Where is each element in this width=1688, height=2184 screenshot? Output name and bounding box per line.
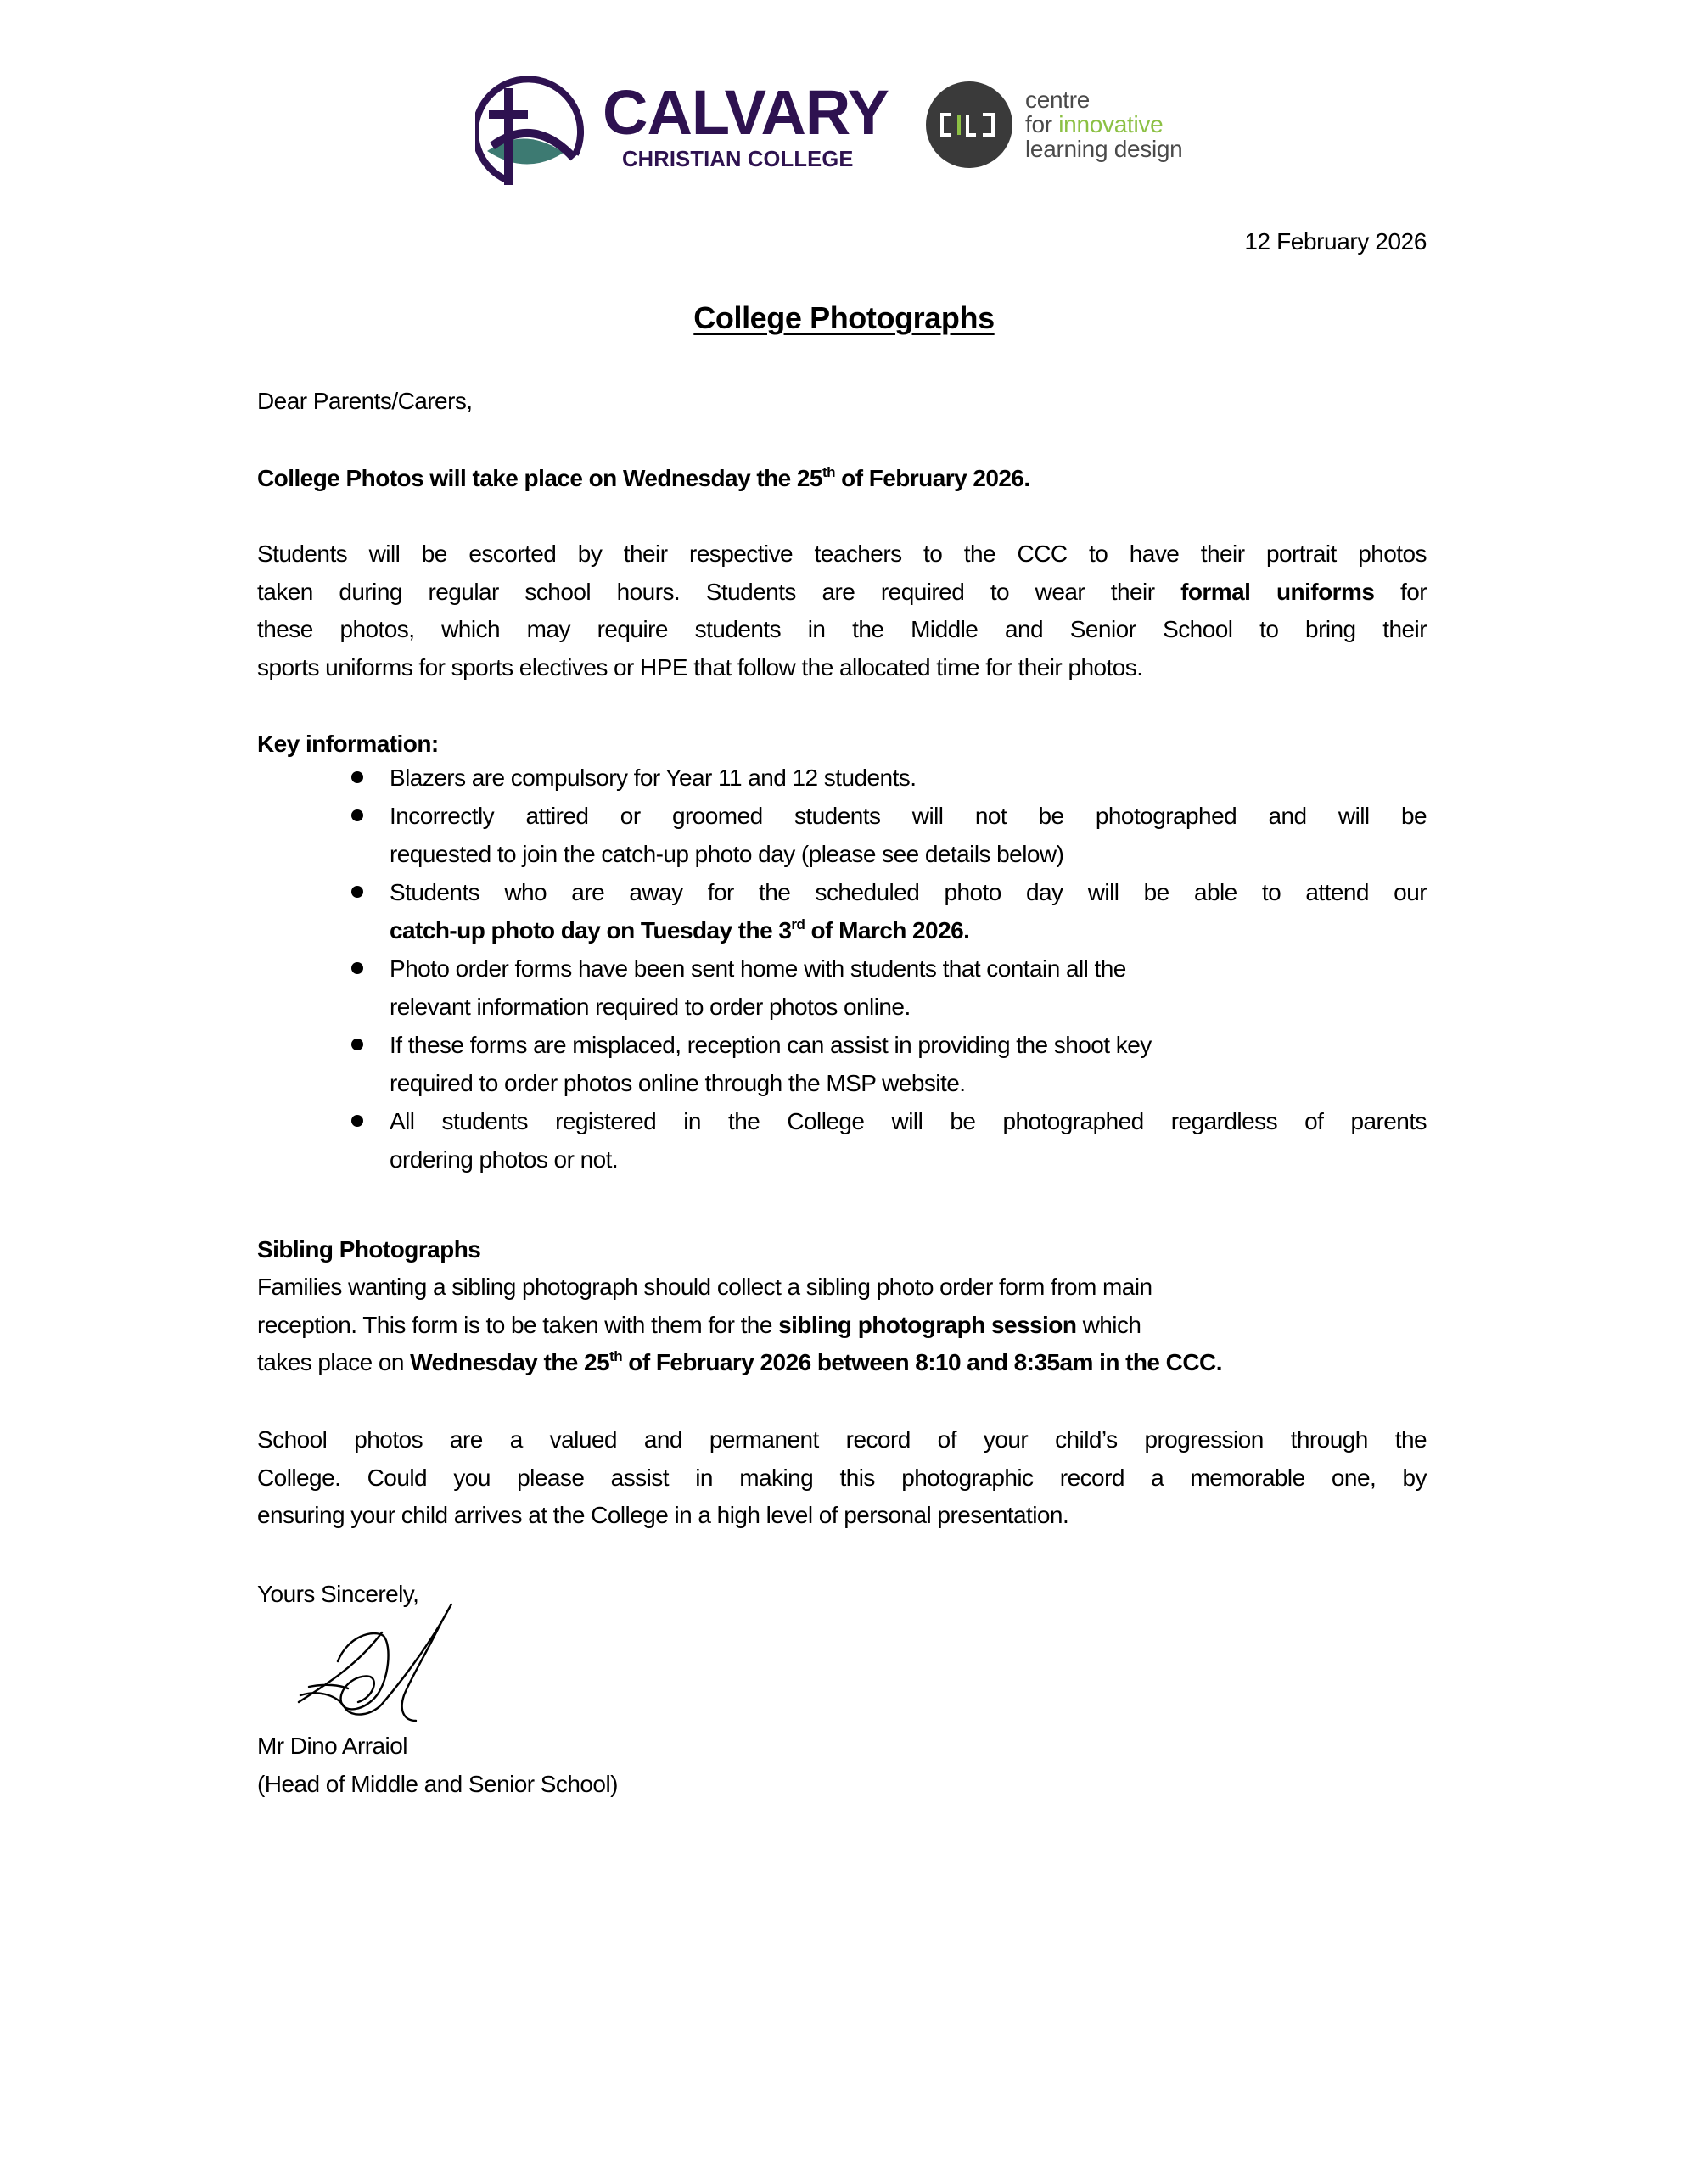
list-item-line: All students registered in the College will be photographed regardless of parents xyxy=(390,1108,1427,1134)
closing-line: College. Could you please assist in making this photographic record a memorable one, by xyxy=(257,1464,1427,1491)
cild-mark-icon xyxy=(925,81,1013,169)
list-item-line: relevant information required to order photos online. xyxy=(390,994,911,1020)
list-item-line: requested to join the catch-up photo day (please see details below) xyxy=(390,841,1064,867)
list-item-line: Photo order forms have been sent home with students that contain all the xyxy=(390,955,1126,982)
list-item-line: ordering photos or not. xyxy=(390,1146,619,1173)
sibling-heading-text: Sibling Photographs xyxy=(257,1236,481,1263)
bullet-icon xyxy=(351,886,363,898)
letter-date: 12 February 2026 xyxy=(1244,228,1427,255)
calvary-logo-subtitle: CHRISTIAN COLLEGE xyxy=(622,148,854,171)
announcement xyxy=(257,459,1427,497)
intro-line: these photos, which may require students in the Middle and Senior School to bring their xyxy=(257,616,1427,642)
cild-logo-line1: centre xyxy=(1025,87,1091,113)
sign-off: Yours Sincerely, xyxy=(257,1581,419,1607)
letter-title-text: College Photographs xyxy=(693,300,995,335)
announcement-sup: th xyxy=(822,464,835,480)
salutation: Dear Parents/Carers, xyxy=(257,388,473,414)
sibling-line xyxy=(257,1306,1427,1344)
catch-up-date-text-end: of March 2026. xyxy=(805,917,970,944)
sibling-date-text-end: of February 2026 between 8:10 and 8:35am in the CCC. xyxy=(622,1349,1222,1375)
signatory-role: (Head of Middle and Senior School) xyxy=(257,1771,618,1797)
bullet-icon xyxy=(351,809,363,821)
letter-title xyxy=(0,299,1688,337)
sibling-text: takes place on xyxy=(257,1349,411,1375)
key-information-heading-text: Key information: xyxy=(257,731,439,757)
signatory-name: Mr Dino Arraiol xyxy=(257,1733,407,1759)
cild-logo-line3: learning design xyxy=(1025,136,1183,162)
signature xyxy=(289,1595,458,1722)
intro-text: for xyxy=(1374,579,1427,605)
intro-line: Students will be escorted by their respective teachers to the CCC to have their portrait photos xyxy=(257,540,1427,567)
bullet-icon xyxy=(351,1039,363,1050)
closing-line: ensuring your child arrives at the College in a high level of personal presentation. xyxy=(257,1502,1069,1528)
sibling-line: Families wanting a sibling photograph should collect a sibling photo order form from main xyxy=(257,1274,1152,1300)
bullet-icon xyxy=(351,771,363,783)
catch-up-date-sup: rd xyxy=(791,916,805,932)
calvary-cross-emblem-icon xyxy=(475,73,590,185)
cild-logo-line2-prefix: for xyxy=(1025,111,1059,137)
sibling-date-text: Wednesday the 25 xyxy=(410,1349,610,1375)
sibling-session-emphasis: sibling photograph session xyxy=(778,1312,1077,1338)
cild-logo-line2 xyxy=(1025,112,1163,137)
cild-logo-highlight: innovative xyxy=(1058,111,1164,137)
bullet-icon xyxy=(351,962,363,974)
list-item-line xyxy=(390,911,1427,949)
catch-up-date-text: catch-up photo day on Tuesday the 3 xyxy=(390,917,792,944)
intro-line: sports uniforms for sports electives or HPE that follow the allocated time for their photos. xyxy=(257,654,1143,680)
announcement-text-end: of February 2026. xyxy=(834,465,1030,491)
intro-line xyxy=(257,573,1427,611)
list-item-line: Incorrectly attired or groomed students will not be photographed and will be xyxy=(390,803,1427,829)
closing-line: School photos are a valued and permanent record of your child’s progression through the xyxy=(257,1426,1427,1453)
list-item-line: If these forms are misplaced, reception can assist in providing the shoot key xyxy=(390,1032,1152,1058)
intro-text: taken during regular school hours. Students are required to wear their xyxy=(257,579,1181,605)
sibling-line xyxy=(257,1343,1427,1381)
sibling-date-sup: th xyxy=(609,1348,623,1364)
list-item-line: Students who are away for the scheduled photo day will be able to attend our xyxy=(390,879,1427,905)
sibling-heading xyxy=(257,1230,1427,1268)
sibling-text: which xyxy=(1076,1312,1141,1338)
bullet-icon xyxy=(351,1115,363,1127)
calvary-logo-name: CALVARY xyxy=(603,77,889,148)
list-item-line: Blazers are compulsory for Year 11 and 12 students. xyxy=(390,764,917,791)
formal-uniforms-emphasis: formal uniforms xyxy=(1180,579,1375,605)
key-information-heading xyxy=(257,725,1427,763)
sibling-text: reception. This form is to be taken with them for the xyxy=(257,1312,779,1338)
list-item-line: required to order photos online through the MSP website. xyxy=(390,1070,966,1096)
announcement-text: College Photos will take place on Wednesday the 25 xyxy=(257,465,822,491)
